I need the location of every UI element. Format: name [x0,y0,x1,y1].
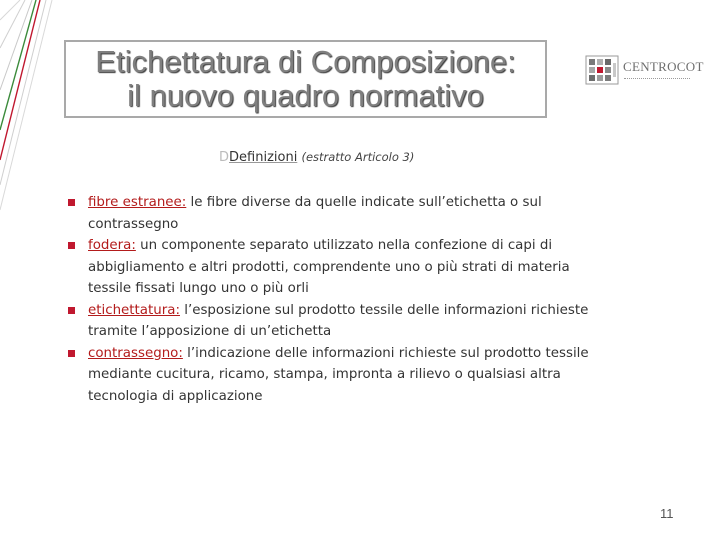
centrocot-logo [585,54,704,90]
definition-item [68,192,593,235]
page-number: 11 [660,506,674,521]
title-box [64,40,547,118]
bullet-icon [68,199,75,206]
definition-term: fibre estranee: [88,195,187,210]
section-subtitle [219,150,414,165]
definition-text: un componente separato utilizzato nella confezione di capi di abbigliamento e altri prodotti, comprendente uno o più strati di materia tessile fissati lungo uno o più orli [88,238,570,296]
definition-item [68,300,593,343]
definitions-list [68,192,593,407]
definition-text: l’esposizione sul prodotto tessile delle informazioni richieste tramite l’apposizione di un’etichetta [88,302,589,339]
logo-mark-icon [585,54,619,86]
bullet-icon [68,350,75,357]
definition-item [68,343,593,408]
definition-item [68,235,593,300]
definition-term: etichettatura: [88,302,180,318]
definition-term: fodera: [88,238,136,253]
page-title-line-1: Etichettatura di Composizione: [95,44,516,79]
subtitle-note: (estratto Articolo 3) [301,150,415,164]
logo-underline [624,78,690,83]
bullet-icon [68,307,75,314]
definition-text: le fibre diverse da quelle indicate sull’etichetta o sul contrassegno [88,195,542,232]
bullet-icon [68,242,75,249]
definition-term: contrassegno: [88,345,183,361]
page-title-line-2: il nuovo quadro normativo [127,78,484,113]
definition-text: l’indicazione delle informazioni richieste sul prodotto tessile mediante cucitura, ricamo, stampa, impronta a rilievo o qualsiasi altra tecnologia di applicazione [88,345,589,404]
subtitle-prefix: D [219,150,230,165]
logo-text: CENTROCOT [623,59,704,74]
subtitle-term: Definizioni [229,150,298,165]
